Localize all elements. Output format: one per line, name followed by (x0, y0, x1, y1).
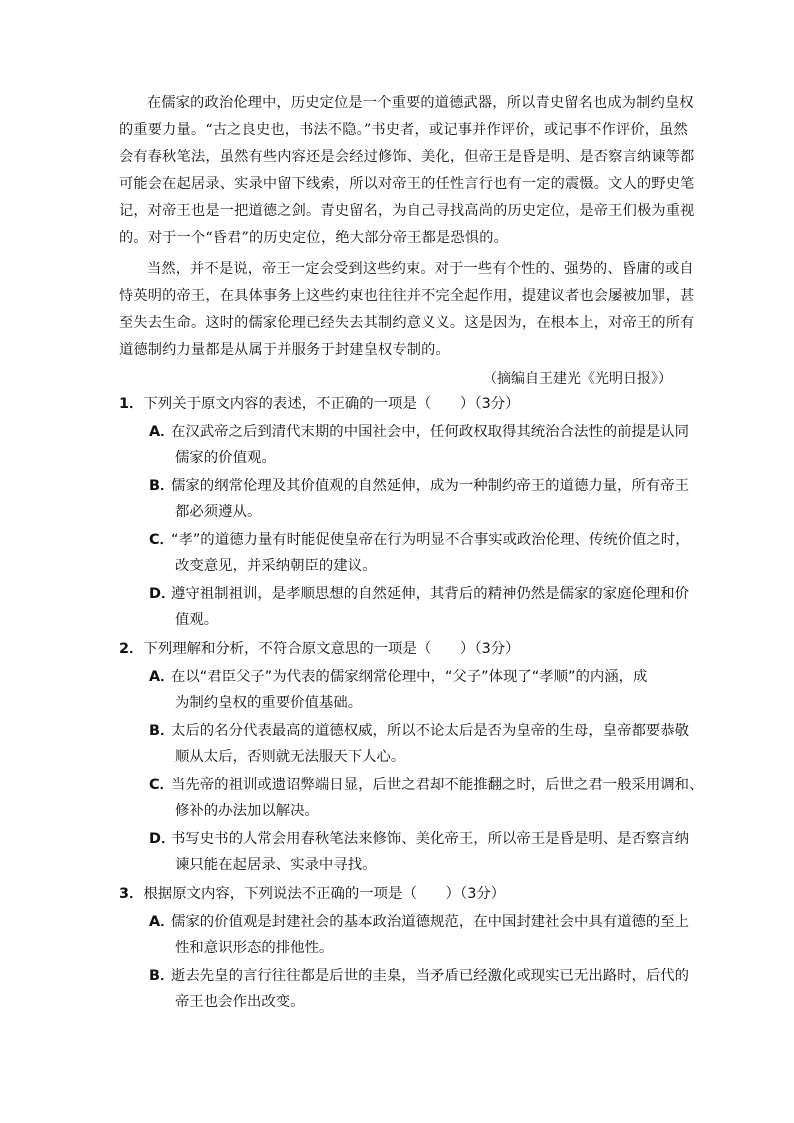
option-text: 逝去先皇的言行往往都是后世的圭臬，当矛盾已经激化或现实已无出路时，后代的 (171, 968, 690, 984)
passage-line: 当然，并不是说，帝王一定会受到这些约束。对于一些有个性的、强势的、昏庸的或自 (147, 261, 694, 277)
option-line: 改变意见，并采纳朝臣的建议。 (175, 558, 377, 574)
option-line (149, 474, 689, 498)
option-line: 性和意识形态的排他性。 (175, 940, 334, 956)
passage-line: 的重要力量。“古之良史也，书法不隐。”书史者，或记事并作评价，或记事不作评价，虽然 (119, 122, 688, 138)
passage-line: 可能会在起居录、实录中留下线索，所以对帝王的任性言行也有一定的震慑。文人的野史笔 (119, 176, 695, 192)
question-number: 3． (119, 886, 144, 902)
passage-source: （摘编自王建光《光明日报》） (483, 371, 672, 387)
question-number: 1． (119, 396, 144, 412)
option-line: 帝王也会作出改变。 (175, 994, 305, 1010)
question-stem (119, 392, 520, 416)
question-stem (119, 882, 505, 906)
option-key: D． (149, 586, 176, 602)
passage-line: 恃英明的帝王，在具体事务上这些约束也往往并不完全起作用，提建议者也会屡被加罪，甚 (119, 288, 695, 304)
option-key: A． (149, 914, 175, 930)
option-line: 顺从太后，否则就无法服天下人心。 (175, 749, 406, 765)
passage-line: 在儒家的政治伦理中，历史定位是一个重要的道德武器，所以青史留名也成为制约皇权 (147, 95, 694, 111)
option-line (149, 964, 689, 988)
option-key: C． (149, 777, 174, 793)
option-text: 太后的名分代表最高的道德权威，所以不论太后是否为皇帝的生母，皇帝都要恭敬 (171, 723, 690, 739)
option-line (149, 827, 689, 851)
passage-line: 道德制约力量都是从属于并服务于封建皇权专制的。 (119, 342, 450, 358)
option-line: 为制约皇权的重要价值基础。 (175, 695, 363, 711)
option-text: 儒家的纲常伦理及其价值观的自然延伸，成为一种制约帝王的道德力量，所有帝王 (171, 478, 690, 494)
option-line (149, 420, 689, 444)
option-line (149, 773, 703, 797)
question-text: 下列理解和分析，不符合原文意思的一项是（ ）（3分） (143, 641, 520, 657)
passage-line: 的。对于一个“昏君”的历史定位，绝大部分帝王都是恐惧的。 (119, 230, 508, 246)
option-text: 儒家的价值观是封建社会的基本政治道德规范，在中国封建社会中具有道德的至上 (171, 914, 690, 930)
option-line (149, 582, 689, 606)
option-key: B． (149, 478, 175, 494)
passage-line: 记，对帝王也是一把道德之剑。青史留名，为自己寻找高尚的历史定位，是帝王们极为重视 (119, 203, 695, 219)
option-line: 谏只能在起居录、实录中寻找。 (175, 857, 377, 873)
option-key: C． (149, 532, 174, 548)
option-text: 当先帝的祖训或遗诏弊端日显，后世之君却不能推翻之时，后世之君一般采用调和、 (171, 777, 704, 793)
option-line: 值观。 (175, 612, 219, 628)
option-key: D． (149, 831, 176, 847)
option-key: B． (149, 968, 175, 984)
option-text: 在以“君臣父子”为代表的儒家纲常伦理中，“父子”体现了“孝顺”的内涵，成 (171, 669, 648, 685)
option-line: 都必须遵从。 (175, 504, 262, 520)
question-stem (119, 637, 520, 661)
option-line (149, 910, 689, 934)
option-line (149, 665, 647, 689)
option-text: 遵守祖制祖训，是孝顺思想的自然延伸，其背后的精神仍然是儒家的家庭伦理和价 (171, 586, 690, 602)
passage-line: 至失去生命。这时的儒家伦理已经失去其制约意义义。这是因为，在根本上，对帝王的所有 (119, 315, 695, 331)
question-text: 下列关于原文内容的表述，不正确的一项是（ ）（3分） (143, 396, 520, 412)
option-line: 儒家的价值观。 (175, 450, 276, 466)
option-key: A． (149, 669, 175, 685)
option-text: 在汉武帝之后到清代末期的中国社会中，任何政权取得其统治合法性的前提是认同 (171, 424, 690, 440)
option-text: “孝”的道德力量有时能促使皇帝在行为明显不合事实或政治伦理、传统价值之时， (171, 532, 690, 548)
option-key: A． (149, 424, 175, 440)
option-line (149, 528, 690, 552)
option-key: B． (149, 723, 175, 739)
passage-line: 会有春秋笔法，虽然有些内容还是会经过修饰、美化，但帝王是昏是明、是否察言纳谏等都 (119, 149, 695, 165)
option-line (149, 719, 689, 743)
question-text: 根据原文内容，下列说法不正确的一项是（ ）（3分） (143, 886, 506, 902)
question-number: 2． (119, 641, 144, 657)
option-text: 书写史书的人常会用春秋笔法来修饰、美化帝王，所以帝王是昏是明、是否察言纳 (171, 831, 690, 847)
option-line: 修补的办法加以解决。 (175, 803, 319, 819)
